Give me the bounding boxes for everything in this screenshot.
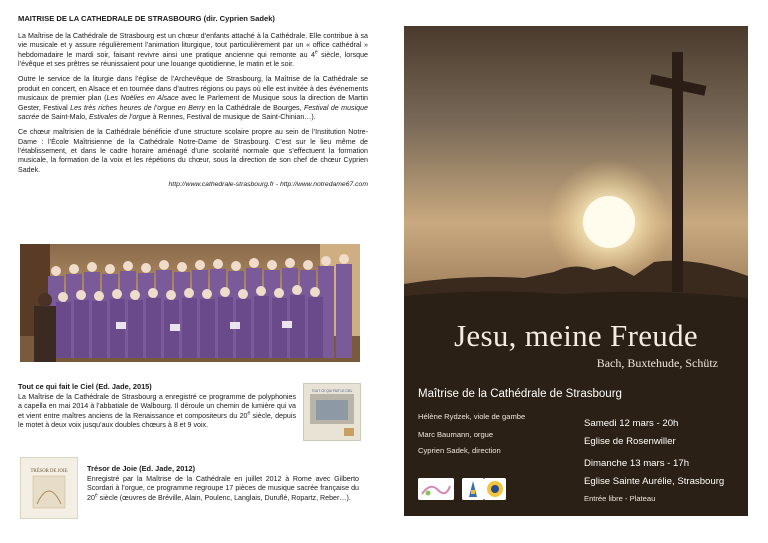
performer-director: Cyprien Sadek, direction: [418, 446, 501, 455]
sponsor-logo-2: [462, 478, 484, 500]
website-links[interactable]: http://www.cathedrale-strasbourg.fr - http://www.notredame67.com: [168, 181, 368, 189]
paragraph-school: Ce chœur maîtrisien de la Cathédrale bénéficie d’une structure scolaire propre au sein de l’Institution Notre-Dame : l’École Maîtrisienne de la Cathédrale Notre-Dame de Strasbourg. C’est sur le lieu même de l’établissement, et dans le cadre horaire aménagé d’une scolarité normale que s’effectuent la formation musicale, la formation de la voix et les répétions du chœur, sous la direction de son chef de chœur Cyprien Sadek.: [18, 128, 368, 174]
choir-photo: [20, 244, 360, 362]
cd1-title: Tout ce qui fait le Ciel (Ed. Jade, 2015): [18, 382, 152, 391]
cd2-cover-image: [20, 457, 78, 519]
sponsor-logo-1: [418, 478, 454, 500]
concert-title: Jesu, meine Freude: [454, 318, 698, 353]
composers: Bach, Buxtehude, Schütz: [596, 356, 718, 370]
cd1-cover-text: TOUT CE QUI FAIT LE CIEL: [311, 389, 353, 393]
sponsor-logo-3: [484, 478, 506, 500]
concert-venue-2: Eglise Sainte Aurélie, Strasbourg: [584, 476, 725, 487]
concert-date-1: Samedi 12 mars - 20h: [584, 418, 679, 429]
cd2-description: Enregistré par la Maîtrise de la Cathédrale en juillet 2012 à Rome avec Gilberto Scordari à l’orgue, ce programme regroupe 17 pièces de musique sacrée française du 20e siècle (œuvres de Bréville, Alain, Poulenc, Langlais, Duruflé, Ropartz, Reber…).: [87, 475, 359, 502]
cd2-cover-text: TRÉSOR DE JOIE: [30, 469, 68, 474]
cd1-description: La Maîtrise de la Cathédrale de Strasbourg a enregistré ce programme de polyphonies a capella en mai 2014 à l’abbatiale de Walbourg. Il déroule un chemin de lumière qui va et vient entre maîtres anciens de la Renaissance et compositeurs du 20e siècle, depuis le motet à deux voix jusqu’aux doubles chœurs à 8 et 9 voix.: [18, 393, 297, 430]
concert-poster: [404, 26, 748, 516]
left-column: [18, 14, 368, 190]
concert-venue-1: Eglise de Rosenwiller: [584, 436, 676, 447]
cd1-cover-image: [303, 383, 361, 441]
paragraph-intro: La Maîtrise de la Cathédrale de Strasbourg est un chœur d’enfants attaché à la Cathédrale. Elle contribue à sa vie musicale et y assure régulièrement l’animation liturgique, tout particulièrement par un « office cathédral » hebdomadaire le mardi soir, faisant revivre ainsi une pratique ancienne qui remonte au 4e siècle, lorsque l’évêque et ses prêtres se réunissaient pour une louange quotidienne, le matin et le soir.: [18, 32, 368, 69]
concert-date-2: Dimanche 13 mars - 17h: [584, 458, 690, 469]
choir-name: Maîtrise de la Cathédrale de Strasbourg: [418, 388, 622, 400]
performer-viola: Hélène Rydzek, viole de gambe: [418, 412, 526, 421]
paragraph-concerts: Outre le service de la liturgie dans l’église de l’Archevêque de Strasbourg, la Maîtrise de la Cathédrale se produit en concert, en Alsace et en tournée dans d’autres régions ou pays où elle est invitée à des événements musicaux de premier plan (Les Noëlies en Alsace avec le Parlement de Musique sous la direction de Martin Gester, Festival Les très riches heures de l’orgue en Berry en la Cathédrale de Bourges, Festival de musique sacrée de Saint-Malo, Estivales de l’orgue à Rennes, Festival de musique de Saint-Chinian…).: [18, 75, 368, 121]
section-title: MAITRISE DE LA CATHEDRALE DE STRASBOURG (dir. Cyprien Sadek): [18, 14, 275, 23]
entry-info: Entrée libre - Plateau: [584, 494, 656, 503]
cd2-title: Trésor de Joie (Ed. Jade, 2012): [87, 464, 196, 473]
sunset-cross-photo: [404, 26, 748, 308]
performer-organ: Marc Baumann, orgue: [418, 430, 494, 439]
